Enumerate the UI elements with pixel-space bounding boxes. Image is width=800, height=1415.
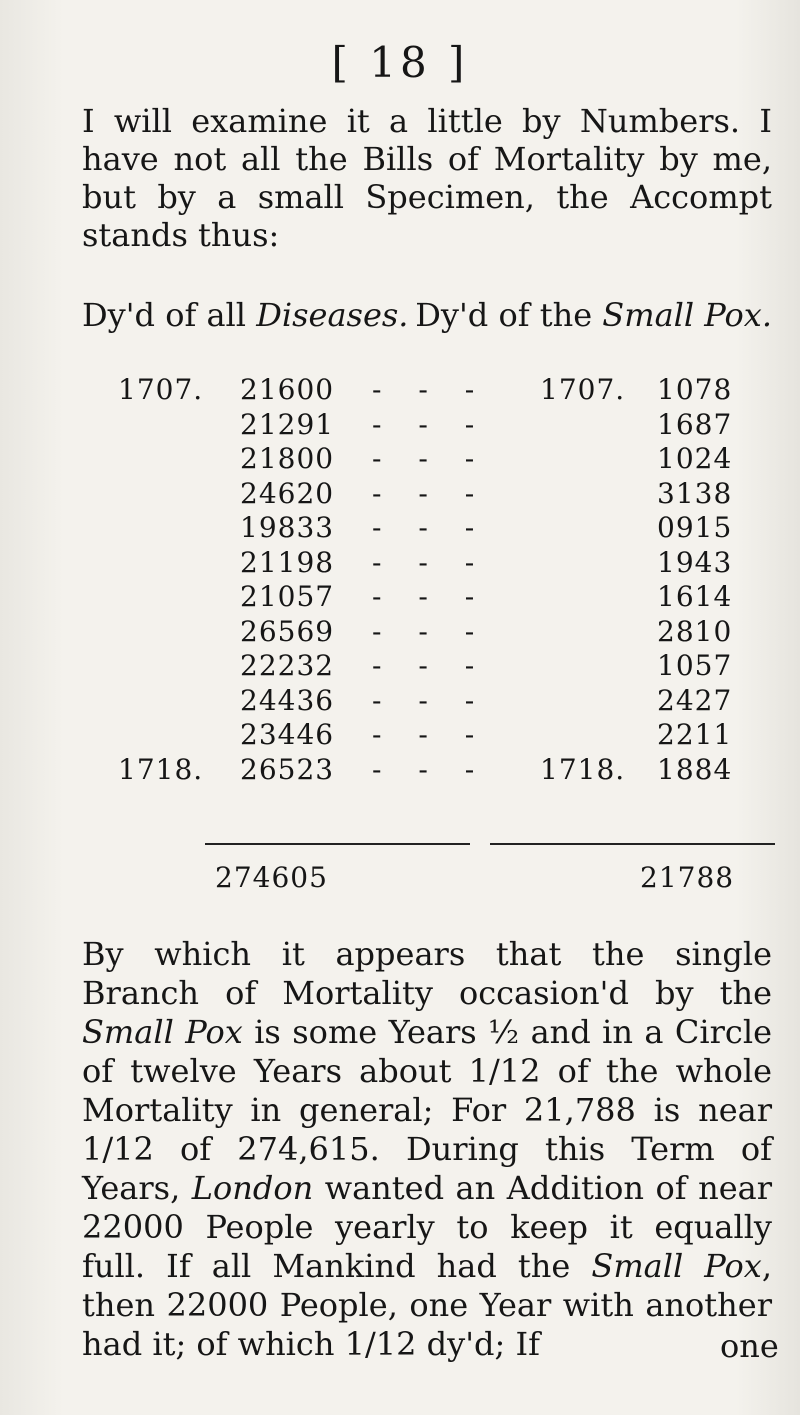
row-small-pox: 1614: [657, 580, 733, 613]
conclusion-part-c: wanted an Addition of near 22000 People yearly to keep it equally full. If all Mankind had the: [82, 1169, 772, 1285]
row-small-pox: 1943: [657, 545, 733, 579]
table-row: [0, 408, 800, 443]
row-all-diseases: 23446: [240, 718, 335, 751]
row-all-diseases: 22232: [240, 649, 335, 682]
mortality-table: [0, 373, 800, 787]
row-dashes: - - -: [372, 683, 489, 717]
table-row: [0, 649, 800, 684]
heading-pox-prefix: Dy'd of the: [415, 296, 603, 334]
row-small-pox: 1884: [657, 752, 733, 786]
row-all-diseases: 21800: [240, 442, 335, 475]
row-small-pox: 1057: [657, 649, 733, 682]
conclusion-part-b: is some Years ½ and in a Circle of twelve Years about 1/12 of the whole Mortality in general; For 21,788 is near 1/12 of 274,615. During this Term of Years,: [82, 1013, 773, 1207]
row-dashes: - - -: [372, 545, 489, 579]
heading-all-prefix: Dy'd of all: [82, 296, 257, 334]
row-year-pox: 1707.: [540, 373, 626, 406]
row-dashes: - - -: [372, 649, 489, 682]
row-dashes: - - -: [372, 373, 489, 406]
row-dashes: - - -: [372, 580, 489, 613]
row-year-pox: 1718.: [540, 752, 626, 786]
conclusion-part-d: , then 22000 People, one Year with another had it; of which 1/12 dy'd; If: [82, 1247, 773, 1363]
row-all-diseases: 19833: [240, 511, 335, 544]
row-small-pox: 0915: [657, 511, 733, 544]
heading-small-pox: [415, 296, 772, 334]
row-all-diseases: 24620: [240, 476, 335, 510]
table-row: [0, 442, 800, 477]
row-dashes: - - -: [372, 511, 489, 544]
intro-paragraph: I will examine it a little by Numbers. I have not all the Bills of Mortality by me, but by a small Specimen, the Accompt stands thus:: [82, 102, 772, 254]
catchword: one: [720, 1327, 779, 1365]
conclusion-paragraph: [82, 935, 772, 1364]
conclusion-italic-a: Small Pox: [82, 1013, 243, 1051]
table-row: [0, 615, 800, 650]
row-all-diseases: 21198: [240, 545, 335, 579]
table-row: [0, 511, 800, 546]
heading-all-italic: Diseases.: [256, 296, 409, 334]
total-all-diseases: 274605: [215, 861, 328, 894]
table-row: [0, 580, 800, 615]
row-year: 1718.: [118, 752, 204, 786]
total-small-pox: 21788: [640, 861, 735, 894]
table-row: [0, 753, 800, 788]
row-small-pox: 1024: [657, 442, 733, 475]
row-all-diseases: 24436: [240, 683, 335, 717]
table-row: [0, 718, 800, 753]
row-all-diseases: 26569: [240, 614, 335, 648]
row-dashes: - - -: [372, 407, 489, 441]
row-year: 1707.: [118, 373, 204, 406]
row-small-pox: 1687: [657, 407, 733, 441]
row-dashes: - - -: [372, 442, 489, 475]
table-row: [0, 373, 800, 408]
conclusion-part-a: By which it appears that the single Branch of Mortality occasion'd by the: [82, 935, 772, 1012]
row-dashes: - - -: [372, 718, 489, 751]
row-dashes: - - -: [372, 614, 489, 648]
heading-all-diseases: [82, 296, 408, 334]
page-number: [ 18 ]: [331, 38, 469, 87]
row-all-diseases: 21600: [240, 373, 335, 406]
conclusion-italic-c: Small Pox: [591, 1247, 762, 1285]
table-row: [0, 477, 800, 512]
total-rule-left: [205, 843, 470, 845]
row-all-diseases: 21291: [240, 407, 335, 441]
total-rule-right: [490, 843, 775, 845]
table-row: [0, 546, 800, 581]
row-small-pox: 1078: [657, 373, 733, 406]
row-small-pox: 3138: [657, 476, 733, 510]
row-all-diseases: 26523: [240, 752, 335, 786]
table-row: [0, 684, 800, 719]
row-small-pox: 2427: [657, 683, 733, 717]
heading-pox-italic: Small Pox.: [602, 296, 772, 334]
row-small-pox: 2810: [657, 614, 733, 648]
row-small-pox: 2211: [657, 718, 733, 751]
conclusion-italic-b: London: [191, 1169, 314, 1207]
table-headings: [82, 296, 772, 334]
row-dashes: - - -: [372, 476, 489, 510]
row-dashes: - - -: [372, 752, 489, 786]
row-all-diseases: 21057: [240, 580, 335, 613]
